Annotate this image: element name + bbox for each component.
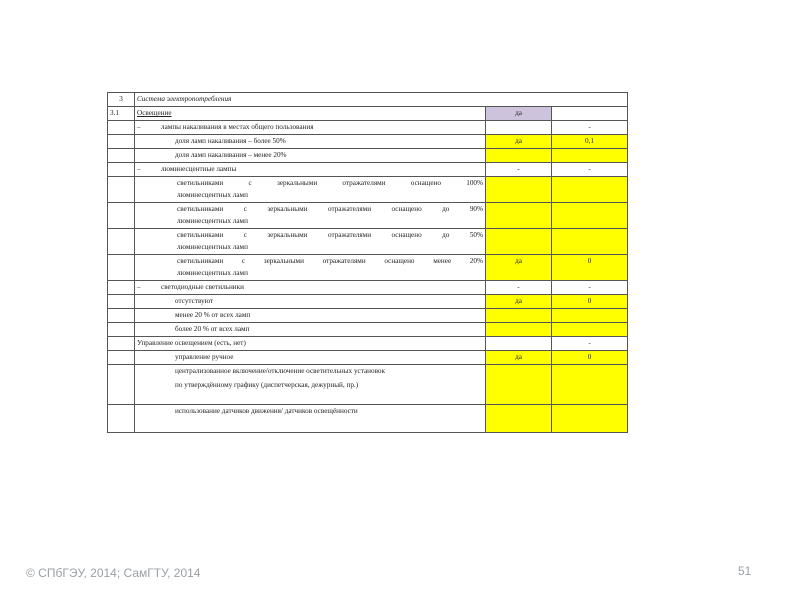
table-row <box>108 107 628 121</box>
row-number <box>108 351 135 365</box>
row-label <box>135 365 486 405</box>
row-text: управление ручное <box>135 351 486 365</box>
row-label <box>135 255 486 281</box>
score-cell <box>552 229 628 255</box>
row-text: менее 20 % от всех ламп <box>135 309 486 323</box>
table-row <box>108 135 628 149</box>
row-label <box>135 163 486 177</box>
row-number <box>108 149 135 163</box>
row-text-line2: люминесцентных ламп <box>177 269 248 277</box>
row-label <box>135 281 486 295</box>
row-number <box>108 163 135 177</box>
row-text: Управление освещением (есть, нет) <box>135 337 486 351</box>
row-text-line2: люминесцентных ламп <box>177 243 248 251</box>
row-number <box>108 309 135 323</box>
row-text: светодиодные светильники <box>161 283 244 291</box>
row-text-line1: светильниками с зеркальными отражателями оснащено 100% <box>177 179 483 187</box>
answer-cell <box>486 177 552 203</box>
table-row <box>108 351 628 365</box>
answer-cell: да <box>486 135 552 149</box>
score-cell: - <box>552 281 628 295</box>
answer-cell <box>486 229 552 255</box>
row-number <box>108 121 135 135</box>
score-cell: - <box>552 163 628 177</box>
score-cell: 0,1 <box>552 135 628 149</box>
table-row <box>108 203 628 229</box>
table-row <box>108 149 628 163</box>
table-row <box>108 295 628 309</box>
row-text-line1: светильниками с зеркальными отражателями оснащено до 50% <box>177 231 483 239</box>
row-number <box>108 255 135 281</box>
table-row <box>108 323 628 337</box>
row-number <box>108 203 135 229</box>
row-number <box>108 177 135 203</box>
dash-marker: – <box>137 283 141 291</box>
answer-cell: да <box>486 255 552 281</box>
row-number <box>108 229 135 255</box>
score-cell <box>552 203 628 229</box>
score-cell <box>552 309 628 323</box>
page-number: 51 <box>738 564 752 578</box>
score-cell: 0 <box>552 255 628 281</box>
answer-cell <box>486 405 552 433</box>
row-label <box>135 229 486 255</box>
row-number <box>108 281 135 295</box>
row-text: использование датчиков движения/ датчиков освещённости <box>135 405 486 433</box>
table-row <box>108 337 628 351</box>
answer-cell <box>486 203 552 229</box>
dash-marker: – <box>137 123 141 131</box>
section-title: Система электропотребления <box>135 93 628 107</box>
score-cell <box>552 405 628 433</box>
row-text: доля ламп накаливания – более 50% <box>135 135 486 149</box>
row-text: лампы накаливания в местах общего пользования <box>161 123 314 131</box>
answer-cell: да <box>486 107 552 121</box>
score-cell <box>552 323 628 337</box>
table-row <box>108 255 628 281</box>
assessment-table <box>107 92 628 433</box>
row-number: 3.1 <box>108 107 135 121</box>
subsection-title: Освещение <box>137 109 172 117</box>
answer-cell: да <box>486 351 552 365</box>
answer-cell <box>486 149 552 163</box>
row-text-line1: светильниками с зеркальными отражателями оснащено менее 20% <box>177 257 483 265</box>
answer-cell <box>486 121 552 135</box>
score-cell: - <box>552 121 628 135</box>
row-text-line1: светильниками с зеркальными отражателями оснащено до 90% <box>177 205 483 213</box>
row-label <box>135 121 486 135</box>
row-text: люминесцентные лампы <box>161 165 237 173</box>
score-cell: 0 <box>552 351 628 365</box>
row-number <box>108 323 135 337</box>
dash-marker: – <box>137 165 141 173</box>
row-number <box>108 405 135 433</box>
row-number <box>108 365 135 405</box>
row-number <box>108 337 135 351</box>
table-row <box>108 365 628 405</box>
table-row <box>108 177 628 203</box>
row-text-line2: люминесцентных ламп <box>177 191 248 199</box>
row-text: отсутствуют <box>135 295 486 309</box>
row-number <box>108 295 135 309</box>
score-cell <box>552 177 628 203</box>
row-text: более 20 % от всех ламп <box>135 323 486 337</box>
copyright-footer: © СПбГЭУ, 2014; СамГТУ, 2014 <box>26 566 201 580</box>
table-row <box>108 121 628 135</box>
answer-cell: - <box>486 281 552 295</box>
table-row <box>108 93 628 107</box>
table-row <box>108 163 628 177</box>
table-row <box>108 281 628 295</box>
answer-cell: да <box>486 295 552 309</box>
answer-cell <box>486 365 552 405</box>
row-text-line2: по утверждённому графику (диспетчерская, дежурный, пр.) <box>175 381 359 389</box>
answer-cell <box>486 337 552 351</box>
score-cell: 0 <box>552 295 628 309</box>
row-text: доля ламп накаливания – менее 20% <box>135 149 486 163</box>
row-number: 3 <box>108 93 135 107</box>
row-label <box>135 107 486 121</box>
row-text-line1: централизованное включение/отключение осветительных установок <box>175 367 386 375</box>
table-row <box>108 405 628 433</box>
score-cell <box>552 365 628 405</box>
row-number <box>108 135 135 149</box>
score-cell <box>552 107 628 121</box>
answer-cell <box>486 309 552 323</box>
row-label <box>135 177 486 203</box>
table-row <box>108 229 628 255</box>
row-text-line2: люминесцентных ламп <box>177 217 248 225</box>
answer-cell: - <box>486 163 552 177</box>
score-cell <box>552 149 628 163</box>
answer-cell <box>486 323 552 337</box>
score-cell: - <box>552 337 628 351</box>
table-row <box>108 309 628 323</box>
row-label <box>135 203 486 229</box>
